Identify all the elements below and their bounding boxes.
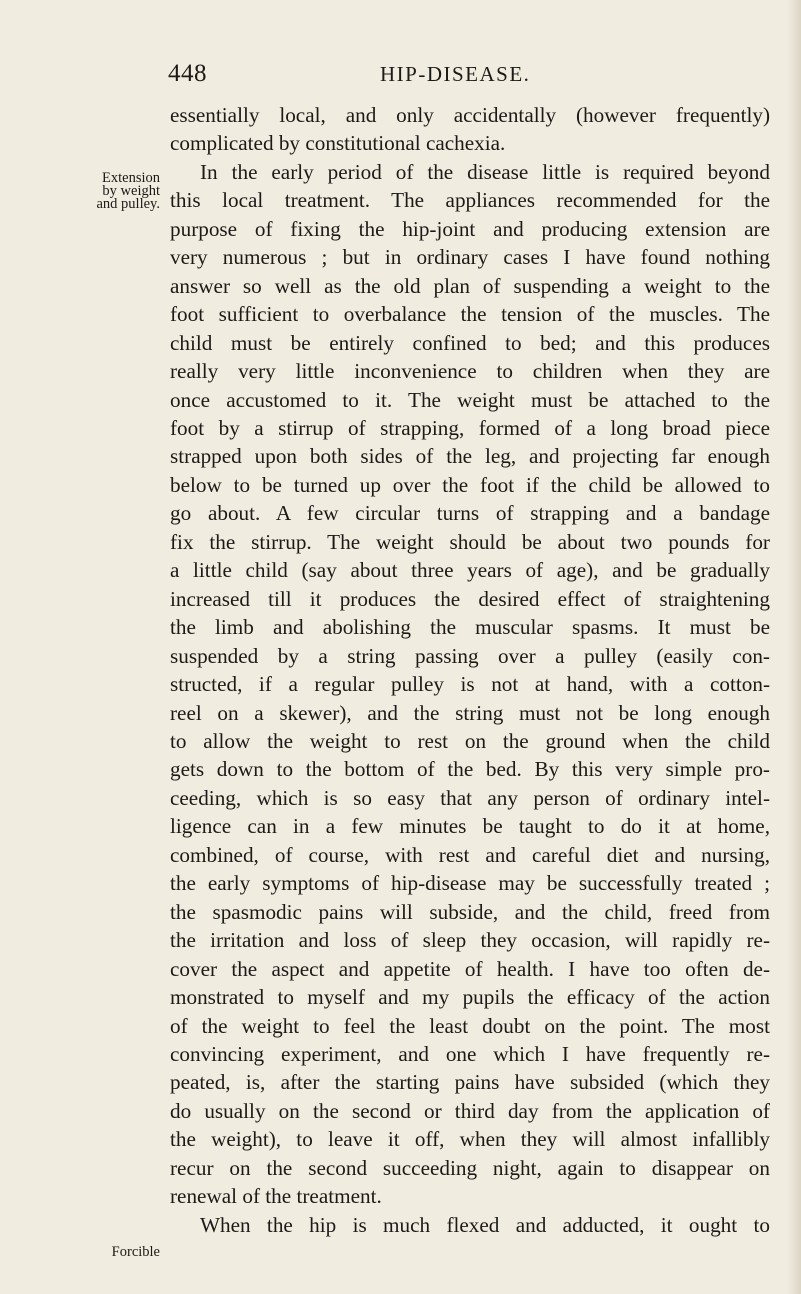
text-line: the weight), to leave it off, when they will almost infallibly (170, 1127, 770, 1152)
running-head (0, 60, 801, 90)
text-line: In the early period of the disease little is required beyond (200, 159, 770, 184)
page-number: 448 (168, 60, 207, 87)
text-line: foot by a stirrup of strapping, formed of a long broad piece (170, 415, 770, 440)
text-line: suspended by a string passing over a pulley (easily con- (170, 643, 770, 668)
text-line: cover the aspect and appetite of health. I have too often de- (170, 956, 770, 981)
text-line: When the hip is much flexed and adducted, it ought to (200, 1212, 770, 1237)
text-line: combined, of course, with rest and careful diet and nursing, (170, 842, 770, 867)
text-line: the irritation and loss of sleep they occasion, will rapidly re- (170, 928, 770, 953)
margin-note-line: Extension (102, 170, 160, 186)
page-edge-shadow (787, 0, 801, 1294)
margin-note-forcible (0, 1246, 160, 1259)
text-line: foot sufficient to overbalance the tension of the muscles. The (170, 302, 770, 327)
text-line: ceeding, which is so easy that any person of ordinary intel- (170, 785, 770, 810)
text-line: the limb and abolishing the muscular spasms. It must be (170, 615, 770, 640)
text-line: reel on a skewer), and the string must not be long enough (170, 700, 770, 725)
text-line: purpose of fixing the hip-joint and producing extension are (170, 216, 770, 241)
text-line: go about. A few circular turns of strapping and a bandage (170, 501, 770, 526)
text-line: of the weight to feel the least doubt on the point. The most (170, 1013, 770, 1038)
text-line: monstrated to myself and my pupils the efficacy of the action (170, 985, 770, 1010)
text-line: this local treatment. The appliances recommended for the (170, 188, 770, 213)
text-line: child must be entirely confined to bed; and this produces (170, 330, 770, 355)
margin-note-extension (0, 172, 160, 211)
text-line: convincing experiment, and one which I have frequently re- (170, 1041, 770, 1066)
body-text (170, 101, 770, 1239)
text-line: renewal of the treatment. (170, 1184, 382, 1209)
text-line: fix the stirrup. The weight should be about two pounds for (170, 529, 770, 554)
text-line: the spasmodic pains will subside, and the child, freed from (170, 899, 770, 924)
text-line: very numerous ; but in ordinary cases I have found nothing (170, 245, 770, 270)
text-line: structed, if a regular pulley is not at hand, with a cotton- (170, 672, 770, 697)
text-line: increased till it produces the desired effect of straightening (170, 586, 770, 611)
text-line: gets down to the bottom of the bed. By this very simple pro- (170, 757, 770, 782)
text-line: to allow the weight to rest on the ground when the child (170, 728, 770, 753)
text-line: below to be turned up over the foot if the child be allowed to (170, 472, 770, 497)
text-line: really very little inconvenience to children when they are (170, 359, 770, 384)
text-line: strapped upon both sides of the leg, and projecting far enough (170, 444, 770, 469)
margin-note-line: by weight (102, 183, 160, 199)
text-line: once accustomed to it. The weight must be attached to the (170, 387, 770, 412)
text-line: peated, is, after the starting pains have subsided (which they (170, 1070, 770, 1095)
margin-note-line: Forcible (111, 1244, 160, 1260)
text-line: complicated by constitutional cachexia. (170, 131, 506, 156)
text-line: the early symptoms of hip-disease may be successfully treated ; (170, 871, 770, 896)
text-line: a little child (say about three years of age), and be gradually (170, 558, 770, 583)
text-line: answer so well as the old plan of suspending a weight to the (170, 273, 770, 298)
text-line: recur on the second succeeding night, again to disappear on (170, 1155, 770, 1180)
text-line: ligence can in a few minutes be taught to do it at home, (170, 814, 770, 839)
margin-note-line: and pulley. (96, 196, 160, 212)
text-line: do usually on the second or third day from the application of (170, 1098, 770, 1123)
text-line: essentially local, and only accidentally (however frequently) (170, 103, 770, 127)
running-title: HIP-DISEASE. (380, 62, 531, 86)
